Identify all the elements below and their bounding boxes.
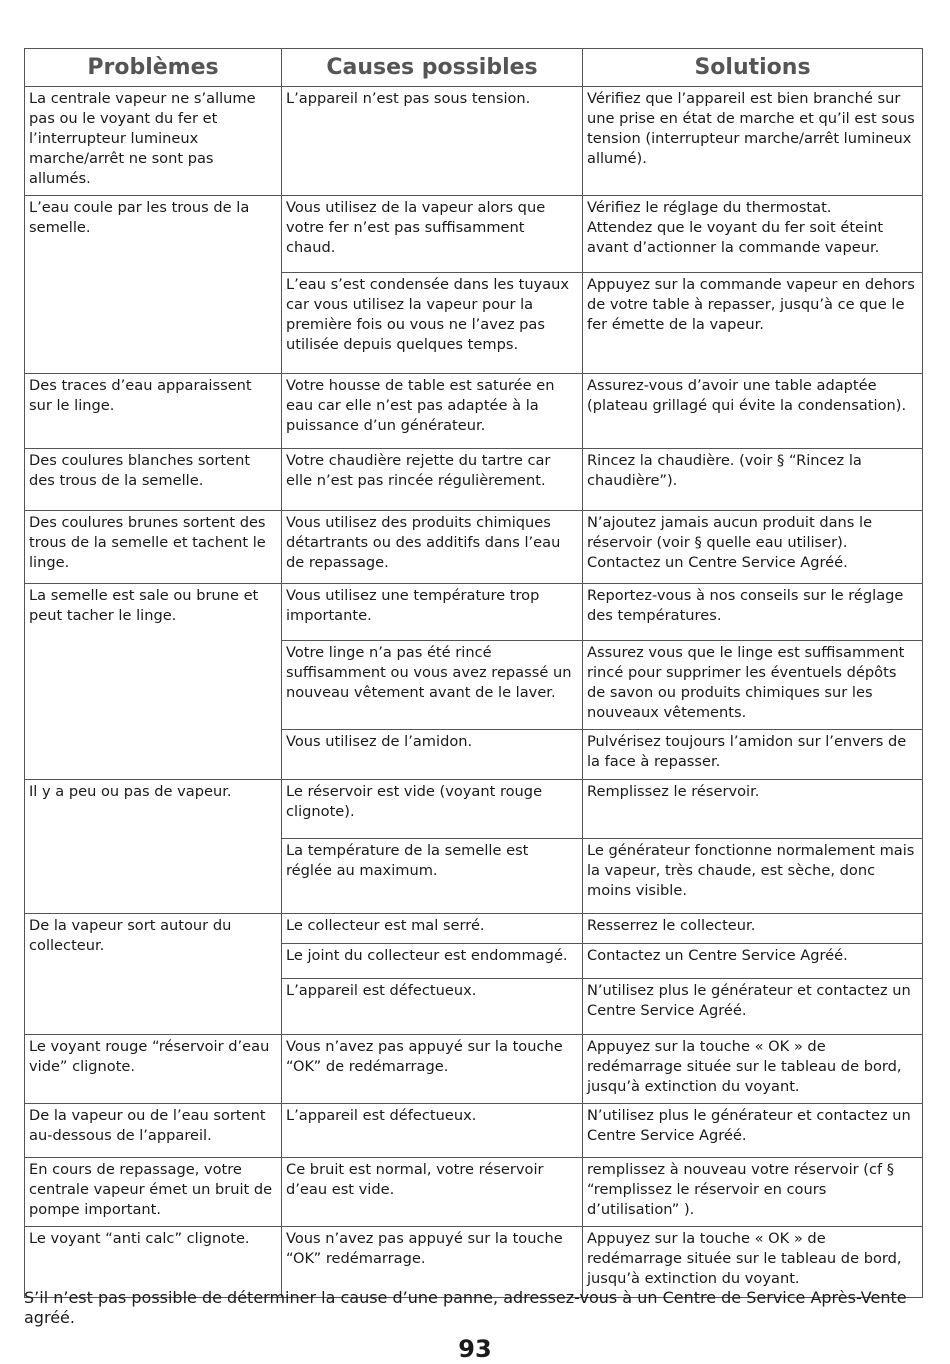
header-problems: Problèmes xyxy=(25,49,282,87)
solution-cell xyxy=(583,273,923,374)
solution-text: Resserrez le collecteur. xyxy=(587,917,756,934)
solution-text: Appuyez sur la commande vapeur en dehors de votre table à repasser, jusqu’à ce que le fer émette de la vapeur. xyxy=(587,276,915,333)
table-row xyxy=(25,1035,923,1104)
cause-cell: La température de la semelle est réglée au maximum. xyxy=(282,839,583,914)
cause-cell: Vous utilisez une température trop importante. xyxy=(282,584,583,641)
troubleshooting-table xyxy=(24,48,923,1298)
problem-cell: La semelle est sale ou brune et peut tacher le linge. xyxy=(25,584,282,780)
problem-cell: La centrale vapeur ne s’allume pas ou le voyant du fer et l’interrupteur lumineux marche/arrêt ne sont pas allumés. xyxy=(25,87,282,196)
solution-text: Vérifiez que l’appareil est bien branché sur une prise en état de marche et qu’il est sous tension (interrupteur marche/arrêt lumineux allumé). xyxy=(587,90,915,167)
problem-cell: De la vapeur ou de l’eau sortent au-dessous de l’appareil. xyxy=(25,1104,282,1158)
solution-cell xyxy=(583,944,923,979)
header-solutions: Solutions xyxy=(583,49,923,87)
solution-cell xyxy=(583,979,923,1035)
solution-text: Assurez vous que le linge est suffisamment rincé pour supprimer les éventuels dépôts de savon ou produits chimiques sur les nouveaux vêtements. xyxy=(587,644,905,721)
cause-cell: Vous utilisez de l’amidon. xyxy=(282,730,583,780)
solution-text: Le générateur fonctionne normalement mais la vapeur, très chaude, est sèche, donc moins visible. xyxy=(587,842,915,899)
solution-cell xyxy=(583,641,923,730)
table-row xyxy=(25,511,923,584)
solution-cell xyxy=(583,839,923,914)
table-header-row xyxy=(25,49,923,87)
problem-cell: Des coulures blanches sortent des trous de la semelle. xyxy=(25,449,282,511)
cause-cell: Vous n’avez pas appuyé sur la touche “OK” redémarrage. xyxy=(282,1227,583,1298)
table-row xyxy=(25,1227,923,1298)
cause-cell: Vous utilisez des produits chimiques détartrants ou des additifs dans l’eau de repassage. xyxy=(282,511,583,584)
solution-text: N’ajoutez jamais aucun produit dans le réservoir (voir § quelle eau utiliser). xyxy=(587,514,873,551)
table-row xyxy=(25,1158,923,1227)
solution-text: Attendez que le voyant du fer soit éteint avant d’actionner la commande vapeur. xyxy=(587,219,884,256)
table-row xyxy=(25,374,923,449)
cause-cell: Le collecteur est mal serré. xyxy=(282,914,583,944)
table-body xyxy=(25,87,923,1298)
table-row xyxy=(25,449,923,511)
footnote: S’il n’est pas possible de déterminer la cause d’une panne, adressez-vous à un Centre de Service Après-Vente agréé. xyxy=(24,1288,907,1327)
cause-cell: Votre housse de table est saturée en eau car elle n’est pas adaptée à la puissance d’un générateur. xyxy=(282,374,583,449)
table-row xyxy=(25,914,923,944)
cause-cell: L’eau s’est condensée dans les tuyaux car vous utilisez la vapeur pour la première fois ou vous ne l’avez pas utilisée depuis quelques temps. xyxy=(282,273,583,374)
solution-text: N’utilisez plus le générateur et contactez un Centre Service Agréé. xyxy=(587,1107,911,1144)
table-row xyxy=(25,1104,923,1158)
table-row xyxy=(25,196,923,273)
problem-cell: Le voyant rouge “réservoir d’eau vide” clignote. xyxy=(25,1035,282,1104)
solution-cell xyxy=(583,87,923,196)
header-causes: Causes possibles xyxy=(282,49,583,87)
solution-cell xyxy=(583,511,923,584)
solution-text: Vérifiez le réglage du thermostat. xyxy=(587,199,832,216)
cause-cell: L’appareil n’est pas sous tension. xyxy=(282,87,583,196)
cause-cell: Le réservoir est vide (voyant rouge clignote). xyxy=(282,780,583,839)
solution-text: Remplissez le réservoir. xyxy=(587,783,760,800)
cause-cell: Votre chaudière rejette du tartre car elle n’est pas rincée régulièrement. xyxy=(282,449,583,511)
cause-cell: Vous n’avez pas appuyé sur la touche “OK” de redémarrage. xyxy=(282,1035,583,1104)
solution-cell xyxy=(583,914,923,944)
solution-text: N’utilisez plus le générateur et contactez un Centre Service Agréé. xyxy=(587,982,911,1019)
cause-cell: Vous utilisez de la vapeur alors que votre fer n’est pas suffisamment chaud. xyxy=(282,196,583,273)
solution-cell xyxy=(583,1104,923,1158)
table-row xyxy=(25,87,923,196)
solution-text: Appuyez sur la touche « OK » de redémarrage située sur le tableau de bord, jusqu’à extinction du voyant. xyxy=(587,1038,902,1095)
cause-cell: Le joint du collecteur est endommagé. xyxy=(282,944,583,979)
table-row xyxy=(25,780,923,839)
solution-text: Contactez un Centre Service Agréé. xyxy=(587,947,848,964)
problem-cell: Il y a peu ou pas de vapeur. xyxy=(25,780,282,914)
problem-cell: En cours de repassage, votre centrale vapeur émet un bruit de pompe important. xyxy=(25,1158,282,1227)
solution-text: Contactez un Centre Service Agréé. xyxy=(587,554,848,571)
solution-cell xyxy=(583,730,923,780)
solution-cell xyxy=(583,1158,923,1227)
table-row xyxy=(25,584,923,641)
solution-text: Appuyez sur la touche « OK » de redémarrage située sur le tableau de bord, jusqu’à extinction du voyant. xyxy=(587,1230,902,1287)
solution-text: Rincez la chaudière. (voir § “Rincez la chaudière”). xyxy=(587,452,862,489)
solution-text: Assurez-vous d’avoir une table adaptée (plateau grillagé qui évite la condensation). xyxy=(587,377,907,414)
cause-cell: Ce bruit est normal, votre réservoir d’eau est vide. xyxy=(282,1158,583,1227)
solution-cell xyxy=(583,196,923,273)
problem-cell: Des coulures brunes sortent des trous de la semelle et tachent le linge. xyxy=(25,511,282,584)
problem-cell: L’eau coule par les trous de la semelle. xyxy=(25,196,282,374)
solution-text: Pulvérisez toujours l’amidon sur l’envers de la face à repasser. xyxy=(587,733,907,770)
problem-cell: Des traces d’eau apparaissent sur le linge. xyxy=(25,374,282,449)
solution-cell xyxy=(583,374,923,449)
page-number: 93 xyxy=(458,1335,492,1363)
solution-cell xyxy=(583,1035,923,1104)
cause-cell: L’appareil est défectueux. xyxy=(282,1104,583,1158)
solution-cell xyxy=(583,1227,923,1298)
solution-cell xyxy=(583,780,923,839)
solution-cell xyxy=(583,584,923,641)
cause-cell: Votre linge n’a pas été rincé suffisamment ou vous avez repassé un nouveau vêtement avant de le laver. xyxy=(282,641,583,730)
solution-cell xyxy=(583,449,923,511)
solution-text: Reportez-vous à nos conseils sur le réglage des températures. xyxy=(587,587,904,624)
solution-text: remplissez à nouveau votre réservoir (cf § “remplissez le réservoir en cours d’utilisation” ). xyxy=(587,1161,895,1218)
problem-cell: Le voyant “anti calc” clignote. xyxy=(25,1227,282,1298)
cause-cell: L’appareil est défectueux. xyxy=(282,979,583,1035)
problem-cell: De la vapeur sort autour du collecteur. xyxy=(25,914,282,1035)
